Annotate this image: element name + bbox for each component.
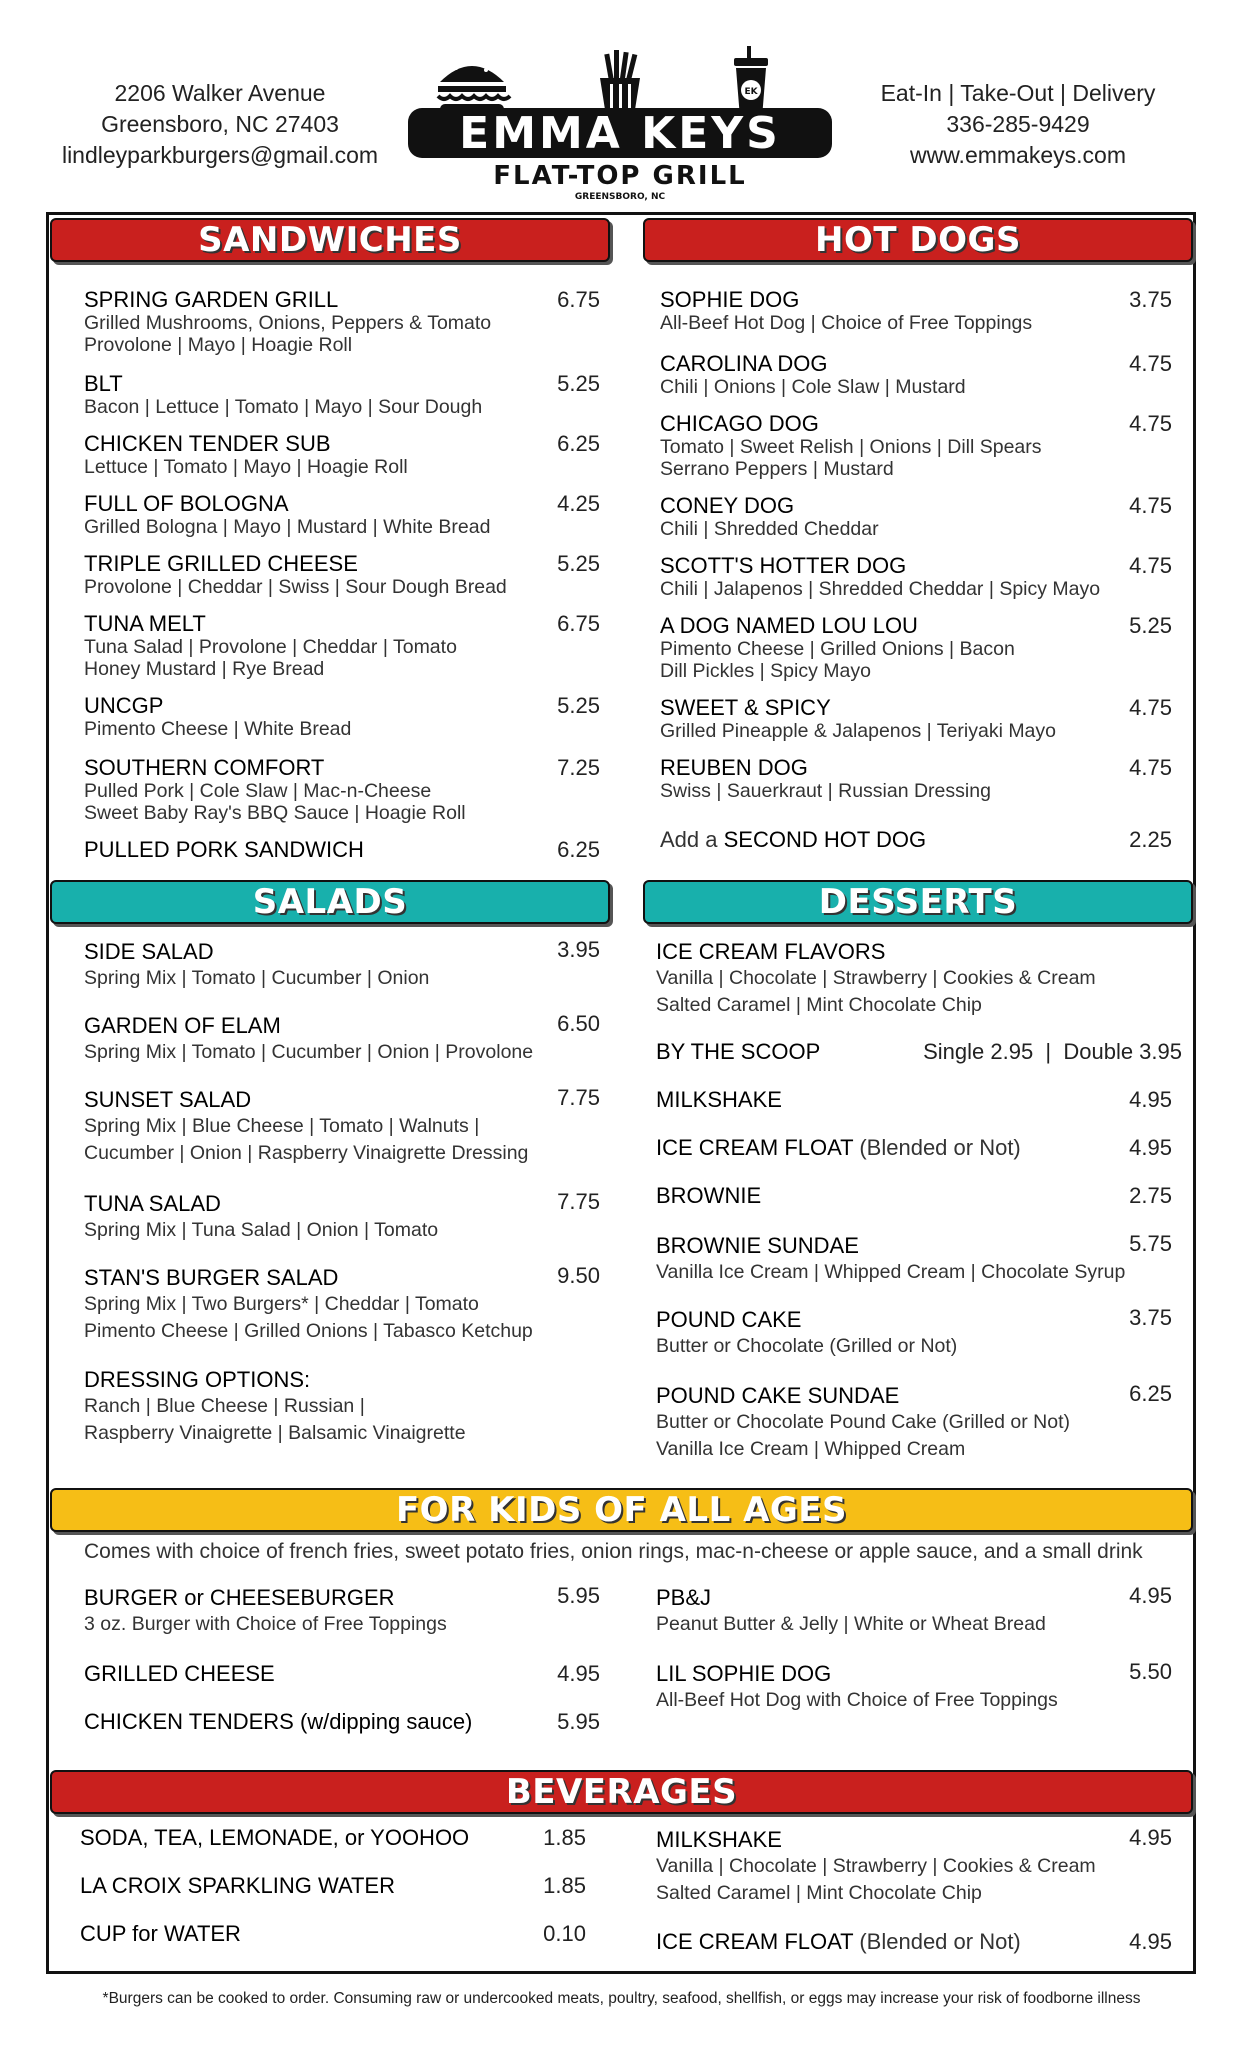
item-desc: 3 oz. Burger with Choice of Free Toppings [84, 1613, 447, 1635]
item-desc: Provolone | Cheddar | Swiss | Sour Dough Bread [84, 576, 507, 598]
item-desc: Spring Mix | Tomato | Cucumber | Onion [84, 967, 430, 989]
menu-item [84, 694, 600, 740]
logo-name: EMMA KEYS [459, 108, 781, 159]
item-price: 2.75 [1129, 1183, 1172, 1208]
item-desc: Serrano Peppers | Mustard [660, 458, 894, 480]
item-name: SODA, TEA, LEMONADE, or YOOHOO [80, 1825, 470, 1850]
menu-item [656, 1584, 1172, 1638]
item-desc: Butter or Chocolate Pound Cake (Grilled or Not) [656, 1411, 1071, 1433]
item-name: ICE CREAM FLAVORS [656, 939, 886, 964]
menu-item [656, 1232, 1172, 1286]
hot-dogs-banner [643, 218, 1193, 262]
menu-item [660, 696, 1172, 742]
item-price: 1.85 [543, 1873, 586, 1898]
item-desc: Chili | Onions | Cole Slaw | Mustard [660, 376, 966, 398]
menu-item [660, 412, 1172, 480]
item-price: 3.95 [557, 937, 600, 962]
section-title: SALADS [252, 882, 408, 922]
kids-intro: Comes with choice of french fries, sweet potato fries, onion rings, mac-n-cheese or apple sauce, and a small drink [84, 1540, 1143, 1563]
item-desc: Cucumber | Onion | Raspberry Vinaigrette Dressing [84, 1142, 529, 1164]
item-desc: Pulled Pork | Cole Slaw | Mac-n-Cheese [84, 780, 432, 802]
item-name: ICE CREAM FLOAT [656, 1135, 854, 1160]
item-price: 7.25 [557, 755, 600, 780]
menu-item [84, 938, 600, 992]
item-price: 4.95 [1129, 1135, 1172, 1160]
ice-cream-flavors [656, 938, 1172, 1019]
item-name: PULLED PORK SANDWICH [84, 837, 364, 862]
item-name: PB&J [656, 1585, 712, 1610]
service-block [828, 78, 1208, 171]
item-price: 6.75 [557, 287, 600, 312]
item-price: 4.75 [1129, 351, 1172, 376]
item-price: 4.75 [1129, 493, 1172, 518]
item-price: 1.85 [543, 1825, 586, 1850]
menu-item [660, 352, 1172, 398]
sandwiches-banner [50, 218, 610, 262]
menu-item [84, 1190, 600, 1244]
item-desc: Tuna Salad | Provolone | Cheddar | Tomato [84, 636, 457, 658]
section-title: HOT DOGS [815, 220, 1021, 260]
item-name: POUND CAKE [656, 1307, 802, 1332]
item-price: 6.25 [557, 837, 600, 862]
item-name: SOUTHERN COMFORT [84, 755, 325, 780]
item-name: ICE CREAM FLOAT [656, 1929, 854, 1954]
addon-prefix: Add a [660, 827, 718, 852]
salads-banner [50, 880, 610, 924]
contact-block [30, 78, 410, 171]
item-desc: Swiss | Sauerkraut | Russian Dressing [660, 780, 991, 802]
menu-item [656, 1382, 1172, 1463]
item-price: 4.95 [557, 1661, 600, 1686]
section-title: FOR KIDS OF ALL AGES [395, 1490, 848, 1530]
phone-number[interactable]: 336-285-9429 [946, 111, 1090, 137]
address-line2: Greensboro, NC 27403 [101, 111, 339, 137]
menu-item [656, 1306, 1172, 1360]
item-name: SPRING GARDEN GRILL [84, 287, 339, 312]
item-desc: Tomato | Sweet Relish | Onions | Dill Spears [660, 436, 1042, 458]
beverages-banner [50, 1770, 1193, 1814]
item-price: 5.25 [557, 551, 600, 576]
item-price: 4.95 [1129, 1583, 1172, 1608]
item-price: 6.25 [1129, 1381, 1172, 1406]
emma-keys-logo [400, 44, 840, 204]
item-price: 5.95 [557, 1583, 600, 1608]
menu-item [656, 1930, 1172, 1954]
cup-mark: EK [744, 87, 758, 97]
menu-item [80, 1922, 600, 1946]
item-name: BURGER or CHEESEBURGER [84, 1585, 395, 1610]
menu-item [84, 1012, 600, 1066]
item-desc: Vanilla | Chocolate | Strawberry | Cookies & Cream [656, 967, 1096, 989]
menu-item [84, 432, 600, 478]
menu-item [84, 1710, 600, 1734]
item-note: (Blended or Not) [859, 1929, 1021, 1954]
item-name: FULL OF BOLOGNA [84, 491, 289, 516]
item-desc: Pimento Cheese | Grilled Onions | Tabasco Ketchup [84, 1320, 533, 1342]
item-name: BROWNIE [656, 1183, 762, 1208]
by-the-scoop [656, 1039, 1182, 1064]
item-desc: Chili | Shredded Cheddar [660, 518, 879, 540]
section-title: SANDWICHES [198, 220, 462, 260]
menu-item [84, 756, 600, 824]
dressing-options [84, 1366, 600, 1447]
item-name: REUBEN DOG [660, 755, 808, 780]
item-desc: Sweet Baby Ray's BBQ Sauce | Hoagie Roll [84, 802, 466, 824]
item-name: STAN'S BURGER SALAD [84, 1265, 339, 1290]
item-desc: Spring Mix | Tuna Salad | Onion | Tomato [84, 1219, 439, 1241]
footer-disclaimer: *Burgers can be cooked to order. Consuming raw or undercooked meats, poultry, seafood, shellfish, or eggs may increase your risk of foodborne illness [102, 1990, 1141, 2007]
item-name: CHICKEN TENDERS (w/dipping sauce) [84, 1709, 473, 1734]
item-price: 5.95 [557, 1709, 600, 1734]
item-name: SUNSET SALAD [84, 1087, 252, 1112]
addon-name: SECOND HOT DOG [723, 827, 927, 852]
item-price: 4.95 [1129, 1087, 1172, 1112]
item-desc: Chili | Jalapenos | Shredded Cheddar | Spicy Mayo [660, 578, 1101, 600]
menu-item [80, 1874, 600, 1898]
item-desc: Grilled Mushrooms, Onions, Peppers & Tomato [84, 312, 492, 334]
addon-item [660, 828, 1172, 852]
item-price: 3.75 [1129, 287, 1172, 312]
item-desc: Raspberry Vinaigrette | Balsamic Vinaigrette [84, 1422, 466, 1444]
address-line1: 2206 Walker Avenue [114, 80, 326, 106]
item-name: MILKSHAKE [656, 1087, 782, 1112]
item-name: A DOG NAMED LOU LOU [660, 613, 918, 638]
item-desc: All-Beef Hot Dog with Choice of Free Toppings [656, 1689, 1058, 1711]
item-name: GRILLED CHEESE [84, 1661, 275, 1686]
scoop-prices: Single 2.95 | Double 3.95 [923, 1039, 1182, 1064]
item-price: 4.75 [1129, 553, 1172, 578]
item-price: 7.75 [557, 1085, 600, 1110]
menu-item [80, 1826, 600, 1850]
item-name: LA CROIX SPARKLING WATER [80, 1873, 395, 1898]
item-name: CHICKEN TENDER SUB [84, 431, 331, 456]
item-name: UNCGP [84, 693, 164, 718]
menu-item [84, 1584, 600, 1638]
item-name: GARDEN OF ELAM [84, 1013, 281, 1038]
menu-item [84, 612, 600, 680]
item-desc: Spring Mix | Blue Cheese | Tomato | Walnuts | [84, 1115, 480, 1137]
menu-item [660, 554, 1172, 600]
item-price: 5.25 [557, 371, 600, 396]
addon-price: 2.25 [1129, 827, 1172, 852]
menu-item [656, 1184, 1172, 1208]
item-price: 4.75 [1129, 411, 1172, 436]
item-desc: Provolone | Mayo | Hoagie Roll [84, 334, 353, 356]
item-price: 6.25 [557, 431, 600, 456]
item-name: TUNA MELT [84, 611, 206, 636]
menu-item [660, 756, 1172, 802]
item-price: 5.25 [1129, 613, 1172, 638]
item-note: (Blended or Not) [859, 1135, 1021, 1160]
item-price: 5.25 [557, 693, 600, 718]
item-desc: Salted Caramel | Mint Chocolate Chip [656, 994, 982, 1016]
item-desc: Vanilla | Chocolate | Strawberry | Cookies & Cream [656, 1855, 1096, 1877]
item-desc: Grilled Pineapple & Jalapenos | Teriyaki Mayo [660, 720, 1056, 742]
item-name: SCOTT'S HOTTER DOG [660, 553, 907, 578]
section-title: BEVERAGES [505, 1772, 738, 1812]
menu-item [84, 372, 600, 418]
menu-item [84, 288, 600, 356]
item-price: 9.50 [557, 1263, 600, 1288]
menu-item [660, 288, 1172, 334]
item-name: DRESSING OPTIONS: [84, 1367, 311, 1392]
item-desc: Grilled Bologna | Mayo | Mustard | White Bread [84, 516, 491, 538]
item-price: 4.25 [557, 491, 600, 516]
item-desc: Salted Caramel | Mint Chocolate Chip [656, 1882, 982, 1904]
item-price: 4.75 [1129, 695, 1172, 720]
menu-item [656, 1136, 1172, 1160]
item-price: 3.75 [1129, 1305, 1172, 1330]
email-link[interactable]: lindleyparkburgers@gmail.com [61, 142, 379, 168]
item-name: SWEET & SPICY [660, 695, 831, 720]
item-desc: Bacon | Lettuce | Tomato | Mayo | Sour Dough [84, 396, 483, 418]
item-price: 4.75 [1129, 755, 1172, 780]
item-price: 0.10 [543, 1921, 586, 1946]
menu-item [656, 1826, 1172, 1907]
item-desc: Pimento Cheese | White Bread [84, 718, 352, 740]
item-price: 7.75 [557, 1189, 600, 1214]
item-desc: Ranch | Blue Cheese | Russian | [84, 1395, 365, 1417]
item-name: CAROLINA DOG [660, 351, 828, 376]
menu-item [84, 838, 600, 862]
item-name: SOPHIE DOG [660, 287, 800, 312]
item-price: 5.50 [1129, 1659, 1172, 1684]
item-desc: Spring Mix | Tomato | Cucumber | Onion | Provolone [84, 1041, 534, 1063]
item-name: BROWNIE SUNDAE [656, 1233, 859, 1258]
item-name: TRIPLE GRILLED CHEESE [84, 551, 358, 576]
kids-banner [50, 1488, 1193, 1532]
item-price: 6.50 [557, 1011, 600, 1036]
item-name: TUNA SALAD [84, 1191, 221, 1216]
desserts-banner [643, 880, 1193, 924]
item-name: CUP for WATER [80, 1921, 241, 1946]
item-desc: Vanilla Ice Cream | Whipped Cream [656, 1438, 966, 1460]
menu-item [660, 614, 1172, 682]
item-desc: Spring Mix | Two Burgers* | Cheddar | Tomato [84, 1293, 479, 1315]
service-options: Eat-In | Take-Out | Delivery [880, 80, 1156, 106]
logo-subtitle: FLAT-TOP GRILL [493, 161, 747, 191]
menu-item [656, 1660, 1172, 1714]
menu-item [84, 1662, 600, 1686]
menu-item [660, 494, 1172, 540]
item-desc: Peanut Butter & Jelly | White or Wheat Bread [656, 1613, 1046, 1635]
menu-item [84, 1264, 600, 1345]
website-link[interactable]: www.emmakeys.com [910, 142, 1126, 168]
item-name: CONEY DOG [660, 493, 795, 518]
item-desc: Pimento Cheese | Grilled Onions | Bacon [660, 638, 1015, 660]
logo-location: GREENSBORO, NC [574, 192, 666, 202]
item-name: BY THE SCOOP [656, 1039, 821, 1064]
item-desc: All-Beef Hot Dog | Choice of Free Toppings [660, 312, 1033, 334]
item-price: 6.75 [557, 611, 600, 636]
item-name: POUND CAKE SUNDAE [656, 1383, 900, 1408]
menu-item [84, 552, 600, 598]
item-name: MILKSHAKE [656, 1827, 782, 1852]
fries-icon [600, 50, 640, 116]
item-name: BLT [84, 371, 123, 396]
section-title: DESSERTS [818, 882, 1018, 922]
item-price: 4.95 [1129, 1825, 1172, 1850]
item-desc: Lettuce | Tomato | Mayo | Hoagie Roll [84, 456, 408, 478]
menu-item [84, 1086, 600, 1167]
item-price: 5.75 [1129, 1231, 1172, 1256]
menu-item [84, 492, 600, 538]
item-desc: Butter or Chocolate (Grilled or Not) [656, 1335, 958, 1357]
item-price: 4.95 [1129, 1929, 1172, 1954]
item-desc: Honey Mustard | Rye Bread [84, 658, 325, 680]
item-name: LIL SOPHIE DOG [656, 1661, 832, 1686]
item-desc: Vanilla Ice Cream | Whipped Cream | Chocolate Syrup [656, 1261, 1126, 1283]
item-name: CHICAGO DOG [660, 411, 819, 436]
item-name: SIDE SALAD [84, 939, 214, 964]
item-desc: Dill Pickles | Spicy Mayo [660, 660, 871, 682]
menu-item [656, 1088, 1172, 1112]
